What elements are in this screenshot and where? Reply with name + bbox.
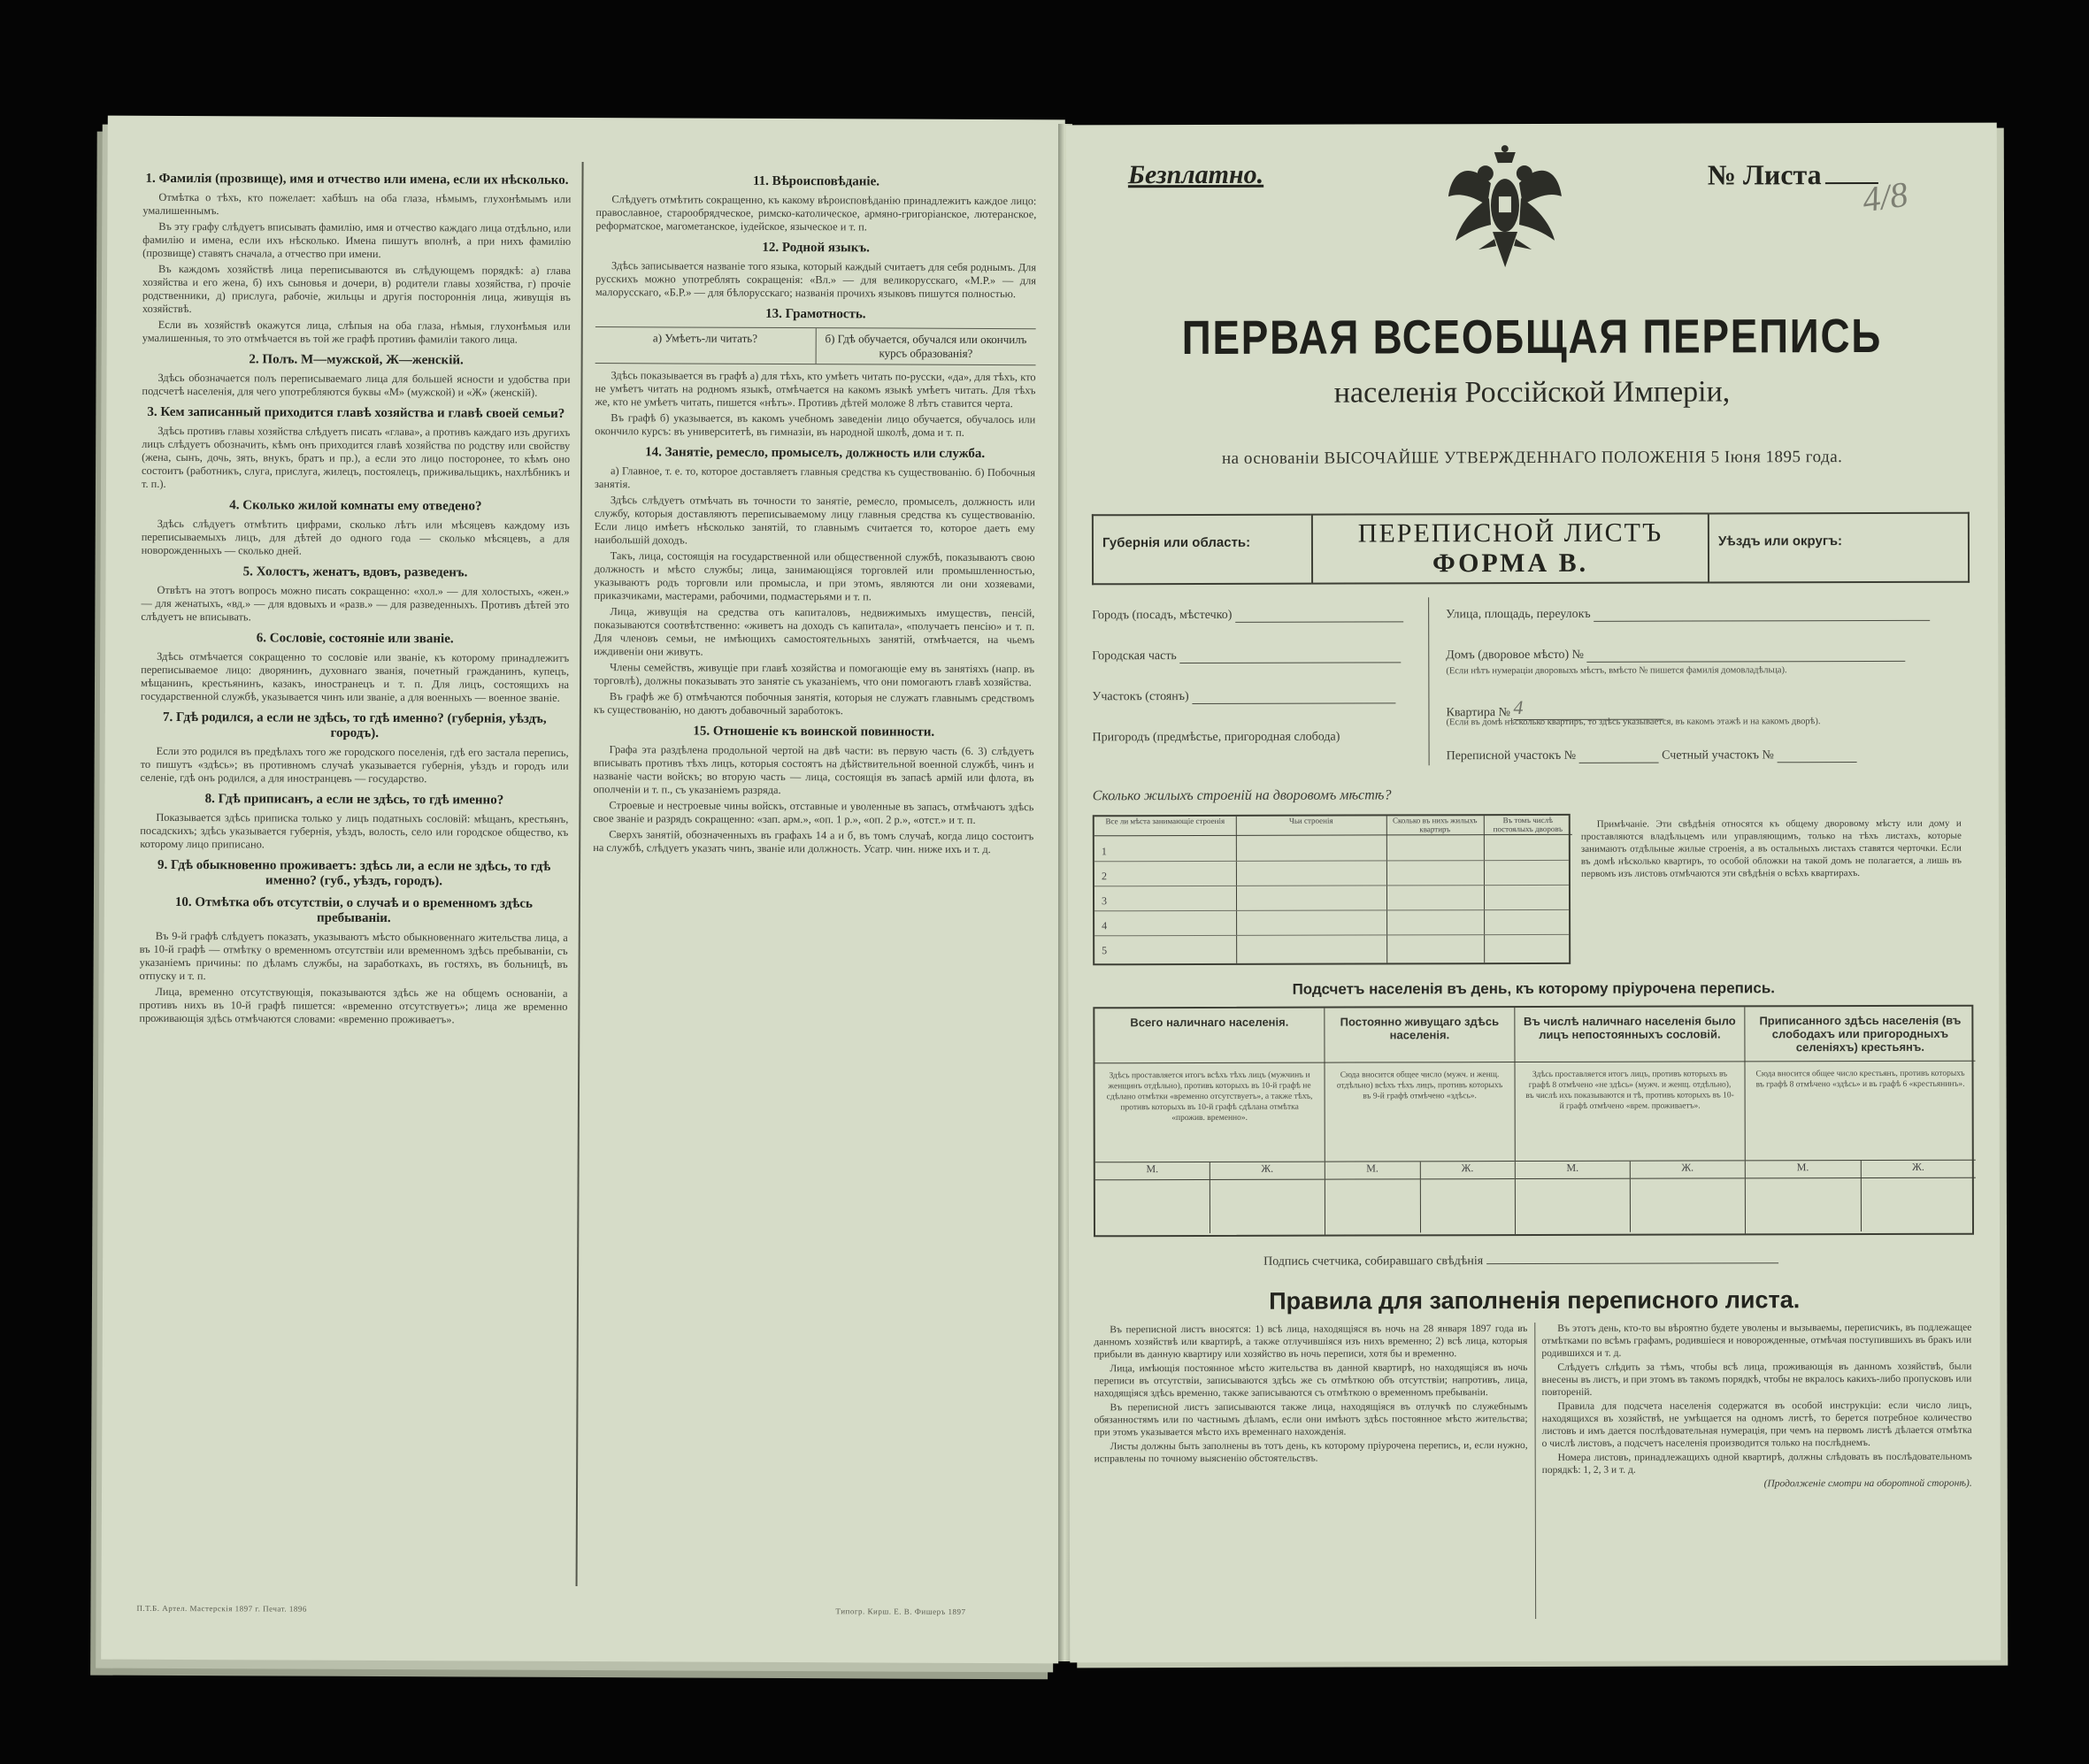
rule-paragraph: Слѣдуетъ слѣдить за тѣмъ, чтобы всѣ лица, проживающія въ данномъ хозяйствѣ, были внесены въ листъ, и при этомъ въ такомъ порядкѣ, чтобы не вкралось какихъ-либо пропусковъ или повтореній. <box>1541 1361 1972 1398</box>
enumerator-signature <box>1263 1254 1778 1269</box>
population-count-title: Подсчетъ населенія въ день, къ которому пріурочена перепись. <box>1292 979 1776 998</box>
rule-paragraph: Номера листовъ, принадлежащихъ одной квартирѣ, должны слѣдовать въ послѣдовательномъ порядкѣ: 1, 2, 3 и т. д. <box>1541 1451 1972 1476</box>
address-city: Городъ (посадъ, мѣстечко) <box>1092 608 1403 623</box>
female-count-cell <box>1210 1180 1325 1233</box>
female-label: Ж. <box>1419 1162 1515 1178</box>
instruction-paragraph: Здѣсь записывается названіе того языка, который каждый считаетъ для себя роднымъ. Для русскихъ можно употреблять сокращенія: «Вл.» — для великорусскаго, «М.Р.» — для малорусскаго, «Б.Р.» — для бѣлорусскаго; названія прочихъ языковъ пишутся полностью. <box>595 259 1037 301</box>
rules-continued-note: (Продолженіе смотри на оборотной сторонѣ). <box>1763 1477 1972 1490</box>
free-label: Безплатно. <box>1127 159 1264 190</box>
rule-paragraph: Въ этотъ день, кто-то вы вѣроятно будете уволены и вызываемы, переписчикъ, въ подлежащее отмѣтками по всѣмъ графамъ, родившіеся и новорожденные, отмѣчая поступившихъ въ бракъ или родившихся и т. д. <box>1541 1322 1972 1359</box>
signature-label: Подпись счетчика, собиравшаго свѣдѣнія <box>1263 1254 1484 1269</box>
male-count-cell <box>1746 1178 1861 1231</box>
question-heading: 7. Гдѣ родился, а если не здѣсь, то гдѣ именно? (губернія, уѣздъ, городъ). <box>162 709 547 740</box>
question-heading: 12. Родной языкъ. <box>762 240 870 256</box>
province-label: Губернія или область: <box>1102 534 1251 551</box>
instruction-paragraph: Члены семействъ, живущіе при главѣ хозяйства и помогающіе ему въ занятіяхъ (напр. въ торговлѣ), должны показывать это занятіе съ указаніемъ, что они помогаютъ главѣ хозяйства. <box>594 661 1035 689</box>
subquestion: а) Умѣетъ-ли читать? <box>652 331 758 345</box>
buildings-row-number: 1 <box>1101 845 1107 858</box>
male-label: М. <box>1566 1161 1579 1174</box>
count-entry-row <box>1095 1180 1325 1234</box>
male-label: М. <box>1366 1162 1379 1175</box>
instruction-paragraph: Здѣсь показывается въ графѣ а) для тѣхъ, кто умѣетъ читать по-русски, «да», для тѣхъ, кто не умѣетъ читать на родномъ языкѣ, отмѣчается на какомъ языкѣ умѣетъ читать. Для тѣхъ же, кто не умѣетъ читать, пишется «нѣтъ». Противъ дѣтей моложе 8 лѣтъ ставится черта. <box>595 369 1036 410</box>
instruction-paragraph: Лица, временно отсутствующія, показываются здѣсь же на общемъ основаніи, а противъ нихъ въ 10-й графѣ пишется: «временно отсутствуетъ»; лица же временно проживающія здѣсь отмѣчаются словами: «временно проживаетъ». <box>139 985 568 1026</box>
signature-line <box>1486 1262 1778 1264</box>
address-house: Домъ (дворовое мѣсто) № <box>1446 648 1905 663</box>
population-column-note: Здѣсь проставляется итогъ лицъ, противъ которыхъ въ графѣ 8 отмѣчено «не здѣсь» (мужч. и женщ. отдѣльно), въ числѣ ихъ показываются и тѣ, противъ которыхъ въ 10-й графѣ отмѣчено «врем. проживаетъ». <box>1516 1062 1745 1162</box>
female-label: Ж. <box>1860 1161 1976 1177</box>
buildings-note: Примѣчаніе. Эти свѣдѣнія относятся къ общему дворовому мѣсту или дому и проставляются владѣльцемъ или управляющимъ, только на тѣхъ листахъ, которые занимаютъ отдѣльные жилые строенія, а въ остальныхъ листахъ ставятся черточки. Если въ домѣ нѣсколько квартиръ, то особой обложки на такой домъ не полагается, а лишь въ первомъ изъ листовъ отмѣчаются эти свѣдѣнія о всѣхъ квартирахъ. <box>1580 817 1962 879</box>
rules-title: Правила для заполненія переписного листа. <box>1269 1286 1801 1315</box>
sex-header-row <box>1325 1162 1515 1180</box>
instruction-paragraph: Лица, живущія на средства отъ капиталовъ, недвижимыхъ имуществъ, пенсій, показываются соотвѣтственно: «живетъ на доходъ съ капитала», «получаетъ пенсію» и т. п. Для членовъ семьи, не имѣющихъ самостоятельныхъ занятій, отмѣчается, на чьемъ иждивеніи они живутъ. <box>594 605 1035 658</box>
buildings-header-2: Чьи строенія <box>1236 816 1386 835</box>
rules-divider <box>1534 1323 1536 1619</box>
instruction-paragraph: Въ каждомъ хозяйствѣ лица переписываются въ слѣдующемъ порядкѣ: а) глава хозяйства и его жена, б) ихъ сыновья и дочери, в) родители главы хозяйства, г) прочіе родственники, д) прислуга, рабочіе, жильцы и другія постороннія лица, живущія въ хозяйствѣ. <box>142 262 572 316</box>
instructions-column-1 <box>137 165 572 1582</box>
instruction-paragraph: Строевые и нестроевые чины войскъ, отставные и уволенные въ запасъ, отмѣчаютъ здѣсь свое званіе и разрядъ сокращенно: «зап. арм.», «оп. 1 р.», «оп. 2 р.», «отст.» и т. п. <box>593 799 1034 826</box>
address-house-note: (Если нѣтъ нумераціи дворовыхъ мѣстъ, вмѣсто № пишется фамилія домовладѣльца). <box>1446 665 1787 677</box>
instruction-paragraph: Здѣсь слѣдуетъ отмѣчать въ точности то занятіе, ремесло, промыселъ, должность или службу, которыя доставляютъ переписываемому лицу главныя средства къ существованію. Если лицо имѣетъ нѣсколько занятій, то главнымъ считается то, которое даетъ ему наибольшій доходъ. <box>594 494 1035 547</box>
rule-paragraph: Въ переписной листъ записываются также лица, находящіяся въ отлучкѣ по служебнымъ обязанностямъ или по частнымъ дѣламъ, если они имѣютъ здѣсь постоянное мѣсто жительства; при этомъ указывается мѣсто ихъ временнаго нахожденія. <box>1094 1401 1528 1438</box>
female-count-cell <box>1860 1178 1976 1231</box>
address-station: Участокъ (стоянъ) <box>1092 689 1395 704</box>
female-label: Ж. <box>1630 1161 1745 1177</box>
instruction-paragraph: Слѣдуетъ отмѣтить сокращенно, къ какому вѣроисповѣданію принадлежитъ каждое лицо: православное, старообрядческое, римско-католическое, армяно-григоріанское, лютеранское, реформатское, магометанское, іудейское, языческое и т. п. <box>595 193 1037 234</box>
population-column <box>1515 1007 1746 1234</box>
population-column-header: Постоянно живущаго здѣсь населенія. <box>1325 1008 1514 1063</box>
census-legal-basis: на основаніи ВЫСОЧАЙШЕ УТВЕРЖДЕННАГО ПОЛОЖЕНІЯ 5 Іюня 1895 года. <box>1221 448 1843 468</box>
rules-column-1 <box>1094 1323 1528 1622</box>
address-census-district: Переписной участокъ № Счетный участокъ № <box>1447 748 1857 763</box>
handwritten-sheet-number: 4/8 <box>1860 173 1910 220</box>
buildings-table <box>1093 814 1571 965</box>
population-column-header: Въ числѣ наличнаго населенія было лицъ непостоянныхъ сословій. <box>1515 1007 1744 1062</box>
province-box <box>1092 514 1311 586</box>
question-heading: 9. Гдѣ обыкновенно проживаетъ: здѣсь ли, а если не здѣсь, то гдѣ именно? (губ., уѣздъ, городъ). <box>157 857 551 889</box>
question-heading: 1. Фамилія (прозвище), имя и отчество или имена, если их нѣсколько. <box>145 171 569 188</box>
address-street: Улица, площадь, переулокъ <box>1446 607 1930 622</box>
instruction-paragraph: Такъ, лица, состоящія на государственной или общественной службѣ, показываютъ свою должность и мѣсто службы; лица, занимающіяся торговлей или промышленностью, указываютъ родъ торговли или промысла, и при этомъ, являются ли они хозяевами, приказчиками, мастерами, рабочими, подмастерьями и т. п. <box>594 549 1035 603</box>
instruction-paragraph: Здѣсь слѣдуетъ отмѣтить цифрами, сколько лѣтъ или мѣсяцевъ каждому изъ переписываемыхъ лицъ, для дѣтей до одного года — сколько мѣсяцевъ, а для новорожденныхъ — сколько дней. <box>141 517 570 557</box>
address-apartment-note: (Если въ домѣ нѣсколько квартиръ, то здѣсь указывается, въ какомъ этажѣ и на какомъ дворѣ). <box>1446 717 1821 728</box>
male-label: М. <box>1796 1161 1809 1174</box>
printer-note-right: Типогр. Кирш. Е. В. Фишеръ 1897 <box>835 1607 966 1616</box>
rules-column-2 <box>1541 1322 1972 1622</box>
question-heading: 3. Кем записанный приходится главѣ хозяйства и главѣ своей семьи? <box>147 404 565 421</box>
sheet-number-label: № Листа <box>1707 158 1822 191</box>
rule-paragraph: Въ переписной листъ вносятся: 1) всѣ лица, находящіяся въ ночь на 28 января 1897 года въ данномъ хозяйствѣ или квартирѣ, а также отлучившіяся изъ нихъ временно; 2) всѣ лица, которыя прибыли въ данную квартиру или хозяйство въ ночь переписи, хотя бы и временно. <box>1094 1323 1528 1361</box>
population-column <box>1325 1008 1516 1235</box>
question-heading: 2. Полъ. М—мужской, Ж—женскій. <box>249 352 464 368</box>
sheet-number <box>1708 158 1878 192</box>
instruction-paragraph: Графа эта раздѣлена продольной чертой на двѣ части: въ первую часть (6. 3) слѣдуетъ вписывать противъ тѣхъ лицъ, которыя состоятъ на дѣйствительной военной службѣ, чинъ и названіе части войскъ; во вторую часть — лица, состоящія въ запасѣ армій или флота, въ ополченіи и т. п., съ указаніемъ разряда. <box>593 743 1034 796</box>
instruction-paragraph: Здѣсь отмѣчается сокращенно то сословіе или званіе, къ которому принадлежитъ переписываемое лицо: дворянинъ, духовнаго званія, почетный гражданинъ, купецъ, мѣщанинъ, крестьянинъ, казакъ, иностранецъ и т. п. Для лицъ, состоящихъ на государственной службѣ, указывается чинъ или званіе, а для военныхъ — военное званіе. <box>140 649 570 704</box>
instructions-column-2 <box>590 166 1037 1584</box>
instruction-paragraph: Въ 9-й графѣ слѣдуетъ показать, указываютъ мѣсто обыкновеннаго жительства лица, а въ 10-й графѣ — отмѣтку о временномъ отсутствіи или временномъ здѣсь пребываніи, съ указаніемъ причины: по дѣламъ службы, на заработкахъ, въ гостяхъ, въ больницѣ, въ отпуску и т. п. <box>139 929 568 983</box>
instruction-paragraph: Если это родился въ предѣлахъ того же городского поселенія, гдѣ его застала перепись, то пишутъ «здѣсь»; въ противномъ случаѣ указывается губернія, уѣздъ и городъ или селеніе, гдѣ онъ родился, а для иностранцевъ — государство. <box>140 744 569 786</box>
population-column-note: Сюда вносится общее число (мужч. и женщ. отдѣльно) всѣхъ тѣхъ лицъ, противъ которыхъ въ 9-й графѣ отмѣчено «здѣсь». <box>1325 1062 1515 1162</box>
female-label: Ж. <box>1210 1162 1325 1179</box>
instruction-paragraph: Показывается здѣсь приписка только у лицъ податныхъ сословій: мѣщанъ, крестьянъ, посадскихъ; здѣсь указывается губернія, уѣздъ, волость, село или городское общество, къ которому лицо приписано. <box>140 810 569 851</box>
form-title-box <box>1311 512 1709 584</box>
rule-paragraph: Листы должны быть заполнены въ тотъ день, къ которому пріурочена перепись, и, если нужно, исправлены по точному выясненію обстоятельствъ. <box>1094 1440 1528 1465</box>
buildings-row-number: 3 <box>1102 894 1108 908</box>
question-heading: 6. Сословіе, состояніе или званіе. <box>256 631 454 647</box>
double-headed-eagle-icon <box>1443 143 1567 276</box>
question-heading: 4. Сколько жилой комнаты ему отведено? <box>229 498 482 514</box>
form-type: ФОРМА В. <box>1432 548 1589 579</box>
population-count-table <box>1093 1005 1974 1238</box>
instruction-paragraph: Здѣсь обозначается полъ переписываемаго лица для большей ясности и удобства при подсчетѣ населенія, для чего употребляются буквы «М» (мужской) и «Ж» (женскій). <box>142 371 571 399</box>
population-column-note: Здѣсь проставляется итогъ всѣхъ тѣхъ лицъ (мужчинъ и женщинъ отдѣльно), противъ которыхъ въ 10-й графѣ не сдѣлано отмѣтки «временно отсутствуетъ», а также тѣхъ, противъ которыхъ въ 10-й графѣ сдѣлана отмѣтка «прожив. временно». <box>1095 1063 1325 1163</box>
count-entry-row <box>1325 1179 1515 1233</box>
population-column-header: Всего наличнаго населенія. <box>1094 1009 1324 1064</box>
sex-header-row <box>1516 1161 1745 1179</box>
question-heading: 8. Гдѣ приписанъ, а если не здѣсь, то гдѣ именно? <box>204 792 504 808</box>
instruction-paragraph: а) Главное, т. е. то, которое доставляетъ главныя средства къ существованію. б) Побочныя занятія. <box>594 464 1036 491</box>
address-suburb: Пригородъ (предмѣстье, пригородная слобода) <box>1092 730 1340 745</box>
printer-note-left: П.Т.Б. Артел. Мастерскія 1897 г. Печат. 1896 <box>136 1603 307 1614</box>
buildings-row-number: 4 <box>1102 919 1108 932</box>
instruction-paragraph: Въ эту графу слѣдуетъ вписывать фамилію, имя и отчество каждаго лица отдѣльно, или фамилію и имена, если ихъ нѣсколько. Имена пишутъ вполнѣ, а при нихъ фамилію (прозвище) ставятъ сначала, а отчество при имени. <box>142 219 572 260</box>
buildings-row-number: 5 <box>1102 944 1108 957</box>
address-city-part: Городская часть <box>1092 648 1401 663</box>
count-entry-row <box>1516 1178 1745 1232</box>
male-count-cell <box>1325 1179 1420 1232</box>
question-heading: 15. Отношеніе къ воинской повинности. <box>693 724 935 740</box>
district-box <box>1709 512 1970 584</box>
district-label: Уѣздъ или округъ: <box>1717 533 1843 549</box>
female-count-cell <box>1630 1178 1745 1231</box>
male-count-cell <box>1516 1179 1630 1232</box>
male-label: М. <box>1146 1162 1159 1176</box>
buildings-header-1: Все ли мѣста занимающіе строенія <box>1094 817 1236 836</box>
male-count-cell <box>1095 1180 1210 1233</box>
left-page <box>101 116 1065 1664</box>
form-name: ПЕРЕПИСНОЙ ЛИСТЪ <box>1357 518 1663 548</box>
question-heading: 14. Занятіе, ремесло, промыселъ, должность или служба. <box>645 445 986 461</box>
instruction-paragraph: Отвѣтъ на этотъ вопросъ можно писать сокращенно: «хол.» — для холостыхъ, «жен.» — для женатыхъ, «вд.» — для вдовыхъ и «разв.» — для разведенныхъ. Противъ дѣтей это слѣдуетъ не вписывать. <box>141 583 570 624</box>
population-column <box>1094 1009 1325 1236</box>
column-divider <box>576 162 584 1586</box>
instruction-paragraph: Въ графѣ же б) отмѣчаются побочныя занятія, которыя не служатъ главнымъ средствомъ къ существованію, но даютъ добавочный заработокъ. <box>593 690 1034 717</box>
female-count-cell <box>1419 1179 1515 1232</box>
right-page <box>1066 123 2001 1663</box>
census-title: ПЕРВАЯ ВСЕОБЩАЯ ПЕРЕПИСЬ <box>1181 309 1883 365</box>
population-column-note: Сюда вносится общее число крестьянъ, противъ которыхъ въ графѣ 8 отмѣчено «здѣсь» и въ графѣ 6 «крестьянинъ». <box>1746 1062 1976 1162</box>
question-heading: 10. Отмѣтка объ отсутствіи, о случаѣ и о временномъ здѣсь пребываніи. <box>174 894 533 926</box>
address-apartment: Квартира № 4 <box>1446 696 1663 721</box>
population-column-header: Приписанного здѣсь населенія (въ слободахъ или пригородныхъ селеніяхъ) крестьянъ. <box>1745 1007 1975 1062</box>
question-heading: 5. Холостъ, женатъ, вдовъ, разведенъ. <box>242 564 468 580</box>
sex-header-row <box>1746 1161 1976 1179</box>
count-entry-row <box>1746 1178 1976 1232</box>
buildings-question: Сколько жилыхъ строеній на дворовомъ мѣстѣ? <box>1092 787 1392 804</box>
instruction-paragraph: Если въ хозяйствѣ окажутся лица, слѣпыя на оба глаза, нѣмыя, глухонѣмыя или умалишенныя, то это отмѣчается въ той же графѣ противъ фамиліи такого лица. <box>142 318 571 346</box>
sex-header-row <box>1095 1162 1325 1181</box>
instruction-paragraph: Сверхъ занятій, обозначенныхъ въ графахъ 14 а и б, въ томъ случаѣ, когда лицо состоитъ на службѣ, слѣдуетъ указать чинъ, званіе или должность. Усатр. чин. ниже ихъ и т. д. <box>593 828 1034 856</box>
instruction-paragraph: Въ графѣ б) указывается, въ какомъ учебномъ заведеніи лицо обучается, обучалось или окончило курсъ: въ университетѣ, въ гимназіи, въ народной школѣ, дома и т. п. <box>595 411 1036 439</box>
instruction-paragraph: Здѣсь противъ главы хозяйства слѣдуетъ писать «глава», а противъ каждаго изъ другихъ лицъ слѣдуетъ обозначить, кѣмъ онъ приходится главѣ хозяйства по родству или свойству (жена, сынъ, дочь, зять, внукъ, братъ и пр.), а если это лицо посторонее, то кѣмъ оно состоитъ (работникъ, слуга, прислуга, жилецъ, постоялецъ, приживальщикъ, нахлѣбникъ и т. п.). <box>141 424 571 490</box>
subquestion: б) Гдѣ обучается, обучался или окончилъ курсъ образованія? <box>815 328 1036 364</box>
rule-paragraph: Правила для подсчета населенія содержатся въ особой инструкціи: если число лицъ, находящихся въ хозяйствѣ, не умѣщается на одномъ листѣ, то берется потребное количество листовъ и имъ дается послѣдовательная нумерація, при чемъ на первомъ листѣ дѣлается отмѣтка о числѣ листовъ, а подсчетъ населенія производится только на послѣднемъ. <box>1541 1400 1972 1449</box>
buildings-header-4: Въ томъ числѣ постоялыхъ дворовъ <box>1484 816 1572 835</box>
literacy-subquestions <box>595 326 1036 365</box>
question-heading: 11. Вѣроисповѣданіе. <box>752 173 880 189</box>
buildings-row-number: 2 <box>1101 870 1107 883</box>
census-subtitle: населенія Россійской Имперіи, <box>1333 375 1731 410</box>
apartment-value: 4 <box>1513 696 1663 720</box>
population-column <box>1745 1007 1976 1234</box>
rule-paragraph: Лица, имѣющія постоянное мѣсто жительства въ данной квартирѣ, но находящіяся въ ночь переписи въ отсутствіи, записываются здѣсь же съ отмѣткою объ отсутствіи; напротивъ, лица, находящіяся здѣсь временно, также записываются съ отмѣткою о временномъ пребываніи. <box>1094 1362 1528 1400</box>
buildings-header-3: Сколько въ нихъ жилыхъ квартиръ <box>1386 816 1484 835</box>
address-divider <box>1428 597 1429 765</box>
instruction-paragraph: Отмѣтка о тѣхъ, кто пожелает: хабѣшъ на оба глаза, нѣмымъ, глухонѣмымъ или умалишеннымъ. <box>142 190 572 218</box>
question-heading: 13. Грамотность. <box>765 306 866 322</box>
